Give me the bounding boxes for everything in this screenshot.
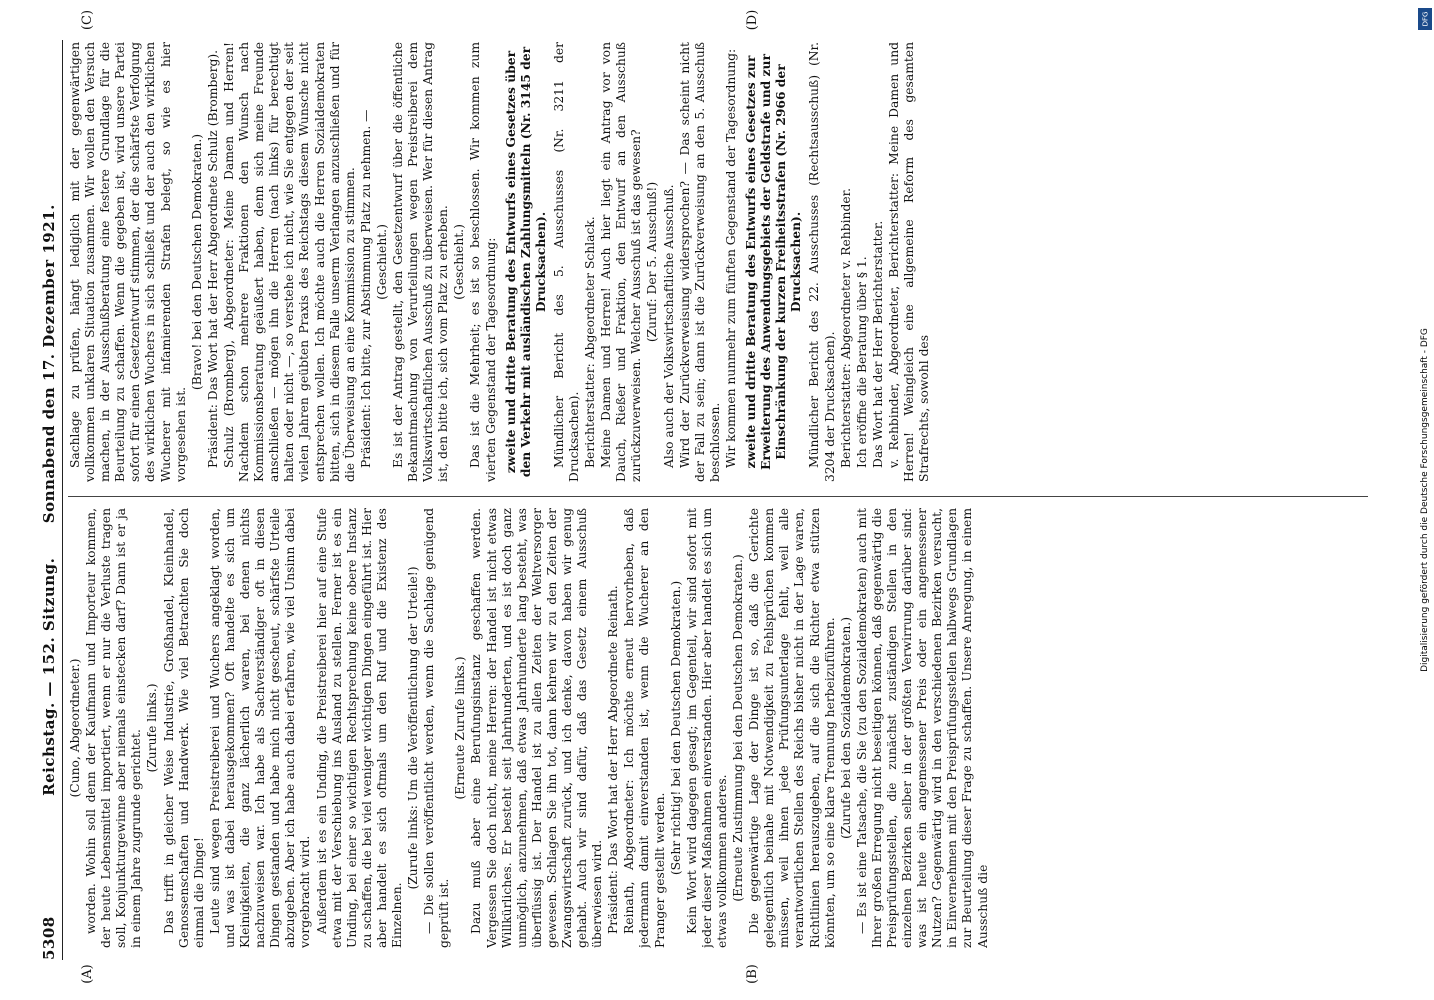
paragraph: Außerdem ist es ein Unding, die Preistreiberei hier auf eine Stufe etwa mit der Verschiebung ins Ausland zu stellen. Ferner ist es ein Unding, bei einer so wichtigen Rechtsprechung keine obere Instanz zu schaffen, die bei viel weniger wichtigen Dingen eingeführt ist. Hier aber handelt es sich oftmals um den Ruf und die Existenz des Einzelnen. [314,508,404,948]
paragraph: zweite und dritte Beratung des Entwurfs eines Gesetzes zur Erweiterung des Anwendungsgebiets der Geldstrafe und zur Einschränkung der kurzen Freiheitsstrafen (Nr. 2966 der Drucksachen). [743,54,804,470]
paragraph: Kein Wort wird dagegen gesagt; im Gegenteil, wir sind sofort mit jeder dieser Maßnahmen einverstanden. Hier aber handelt es sich um etwas vollkommen anderes. [684,508,729,948]
paragraph: (Erneute Zurufe links.) [453,656,468,800]
paragraph: (Zurufe links.) [145,683,160,773]
paragraph: Leute sind wegen Preistreiberei und Wuchers angeklagt worden, und was ist dabei herausgekommen? Oft handelte es sich um Kleinigkeiten, die ganz lächerlich waren, bei denen nichts nachzuweisen war. Ich habe als Sachverständiger oft in diesen Dingen gestanden und habe mich nicht gescheut, schärfste Urteile abzugeben. Aber ich habe auch dabei erfahren, wie viel Unsinn dabei vorgebracht wird. [207,508,313,948]
digitization-credit [1416,0,1434,1000]
margin-marker-b: (B) [745,964,760,984]
left-column [68,508,1368,948]
column-divider [68,496,1368,497]
paragraph: (Geschieht.) [374,224,389,300]
masthead [40,40,60,960]
paragraph: Mündlicher Bericht des 5. Ausschusses (Nr. 3211 der Drucksachen). [551,42,581,482]
margin-marker-c: (C) [80,9,95,31]
header-rule [62,40,63,960]
paragraph: Die gegenwärtige Lage der Dinge ist so, daß die Gerichte gelegentlich beinahe mit Notwendigkeit zu Fehlsprüchen kommen müssen, weil ihnen jede Prüfungsunterlage fehlt, weil alle verantwortlichen Stellen des Reichs bisher nicht in der Lage waren, Richtlinien herauszugeben, auf die sich die Richter etwa stützen könnten, um so eine klare Trennung herbeizuführen. [747,508,837,948]
paragraph: Sachlage zu prüfen, hängt lediglich mit der gegenwärtigen vollkommen unklaren Situation zusammen. Wir wollen den Versuch machen, in der Ausschußberatung eine festere Grundlage für die Beurteilung zu schaffen. Wenn die gegeben ist, wird unsere Partei sofort für einen Gesetzentwurf stimmen, der die schärfste Verfolgung des wirklichen Wuchers in sich schließt und der auch den wirklichen Wucherer mit infamierenden Strafen belegt, so wie es hier vorgesehen ist. [68,42,188,482]
paragraph: zweite und dritte Beratung des Entwurfs eines Gesetzes über den Verkehr mit ausländischen Zahlungsmitteln (Nr. 3145 der Drucksachen). [502,46,548,478]
paragraph: Wir kommen nunmehr zum fünften Gegenstand der Tagesordnung: [723,48,738,468]
session-title: Reichstag. — 152. Sitzung. [40,557,58,796]
paragraph: Ich eröffne die Beratung über § 1. [854,256,869,468]
paragraph: — Es ist eine Tatsache, die Sie (zu den Sozialdemokraten) auch mit Ihrer großen Erregung nicht beseitigen können, daß gegenwärtig die Preisprüfungsstellen, die zunächst zuständigen Stellen in den einzelnen Bezirken selber in der größten Verwirrung darüber sind: was ist heute ein angemessener Preis oder ein angemessener Nutzen? Gegenwärtig wird in den verschiedenen Bezirken versucht, in Einvernehmen mit den Preisprüfungsstellen halbwegs Grundlagen zur Beurteilung dieser Frage zu schaffen. Unsere Anregung, in einem Ausschuß die [854,508,990,948]
dfg-logo-text: DFG [1421,11,1429,27]
paragraph: Reinath, Abgeordneter: Ich möchte erneut hervorheben, daß jedermann damit einverstanden ist, wenn die Wucherer an den Pranger gestellt werden. [622,508,667,948]
paragraph: Berichterstatter: Abgeordneter v. Rehbinder. [838,187,853,468]
paragraph: — Die sollen veröffentlicht werden, wenn die Sachlage genügend geprüft ist. [422,508,452,948]
margin-marker-d: (D) [745,9,760,31]
paragraph: Meine Damen und Herren! Auch hier liegt ein Antrag vor von Dauch, Rießer und Fraktion, den Entwurf an den Ausschuß zurückzuverweisen. Welcher Ausschuß ist das gewesen? [599,42,644,482]
paragraph: Das Wort hat der Herr Berichterstatter. [870,220,885,468]
paragraph: (Geschieht.) [452,224,467,300]
paragraph: (Zurufe bei den Sozialdemokraten.) [838,617,853,839]
dfg-logo [1418,8,1432,30]
paragraph: worden. Wohin soll denn der Kaufmann und Importeur kommen, der heute Lebensmittel importiert, wenn er nur die Verluste tragen soll, Konjunkturgewinne aber niemals einstecken darf? Dann ist er ja in einem Jahre zugrunde gerichtet. [84,508,144,948]
paragraph: (Erneute Zustimmung bei den Deutschen Demokraten.) [731,554,746,902]
paragraph: Mündlicher Bericht des 22. Ausschusses (Rechtsausschuß) (Nr. 3204 der Drucksachen). [807,42,837,482]
credit-text: Digitalisierung gefördert durch die Deutsche Forschungsgemeinschaft - DFG [1420,328,1430,672]
paragraph: Berichterstatter: Abgeordneter Schlack. [583,216,598,468]
paragraph: Es ist der Antrag gestellt, den Gesetzentwurf über die öffentliche Bekanntmachung von Verurteilungen wegen Preistreiberei dem Volkswirtschaftlichen Ausschuß zu überweisen. Wer für diesen Antrag ist, den bitte ich, sich vom Platz zu erheben. [390,42,451,482]
paragraph: (Zurufe links: Um die Veröffentlichung der Urteile!) [406,566,421,890]
paragraph: Präsident: Das Wort hat der Herr Abgeordnete Reinath. [606,585,621,934]
paragraph: (Cuno, Abgeordneter.) [68,658,82,798]
paragraph: Also auch der Volkswirtschaftliche Ausschuß. [661,184,676,468]
session-date: Sonnabend den 17. Dezember 1921. [40,204,58,524]
paragraph: (Bravo! bei den Deutschen Demokraten.) [189,133,204,391]
paragraph: (Sehr richtig! bei den Deutschen Demokraten.) [668,580,683,876]
paragraph: Präsident: Ich bitte, zur Abstimmung Platz zu nehmen. — [358,109,373,468]
paragraph: v. Rehbinder, Abgeordneter, Berichterstatter: Meine Damen und Herren! Weingleich eine allgemeine Reform des gesamten Strafrechts, sowohl des [886,42,932,482]
paragraph: Dazu muß aber eine Berufungsinstanz geschaffen werden. Vergessen Sie doch nicht, meine Herren: der Handel ist nicht etwas Willkürliches. Er besteht seit Jahrhunderten, und es ist doch ganz unmöglich, anzunehmen, daß etwas Jahrhunderte lang besteht, was überflüssig ist. Der Handel ist zu allen Zeiten der Weltversorger gewesen. Schlagen Sie ihn tot, dann kehren wir zu den Zeiten der Zwangswirtschaft zurück, und ich denke, davon haben wir genug gehabt. Auch wir sind dafür, daß das Gesetz einem Ausschuß überwiesen wird. [469,508,605,948]
paragraph: Das ist die Mehrheit; es ist so beschlossen. Wir kommen zum vierten Gegenstand der Tagesordnung: [468,42,498,482]
right-column [68,42,1368,482]
paragraph: (Zuruf: Der 5. Ausschuß!) [645,181,660,343]
margin-marker-a: (A) [80,964,95,984]
paragraph: Präsident: Das Wort hat der Herr Abgeordnete Schulz (Bromberg). [205,49,220,468]
session-date-line [40,40,58,960]
page-number: 5308 [40,916,58,960]
paragraph: Wird der Zurückverweisung widersprochen? — Das scheint nicht der Fall zu sein; dann ist die Zurückverweisung an den 5. Ausschuß beschlossen. [677,42,722,482]
paragraph: Schulz (Bromberg), Abgeordneter: Meine Damen und Herren! Nachdem schon mehrere Fraktionen den Wunsch nach Kommissionsberatung geäußert haben, denn sich meine Freunde anschließen — mögen ihn die Herren (nach links) für berechtigt halten oder nicht —, so verstehe ich nicht, wie Sie entgegen der seit vielen Jahren geübten Praxis des Reichstags diesem Wunsche nicht entsprechen wollen. Ich möchte auch die Herren Sozialdemokraten bitten, sich in diesem Falle unserm Verlangen anzuschließen und für die Überweisung an eine Kommission zu stimmen. [221,42,357,482]
paragraph: Das trifft in gleicher Weise Industrie, Großhandel, Kleinhandel, Genossenschaften und Handwerk. Wie viel Betrachten Sie doch einmal die Dinge! [161,508,206,948]
